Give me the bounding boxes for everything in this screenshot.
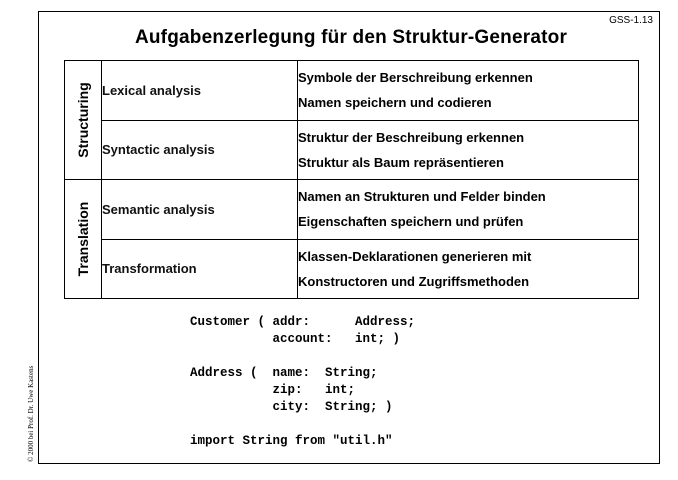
task-table — [64, 60, 639, 299]
phase-transformation: Transformation — [102, 239, 298, 299]
code-line: import String from "util.h" — [190, 434, 393, 448]
task-item: Symbole der Berschreibung erkennen — [298, 70, 533, 86]
code-line: account: int; ) — [190, 332, 401, 346]
page-title: Aufgabenzerlegung für den Struktur-Generator — [134, 27, 568, 48]
table-row — [65, 61, 639, 121]
group-structuring — [65, 61, 102, 180]
task-item: Struktur der Beschreibung erkennen — [298, 129, 525, 145]
code-line: zip: int; — [190, 383, 356, 397]
code-line: Address ( name: String; — [190, 366, 378, 380]
group-translation — [65, 180, 102, 299]
phase-semantic-analysis: Semantic analysis — [102, 180, 298, 240]
slide-id: GSS-1.13 — [609, 15, 653, 26]
task-item: Eigenschaften speichern und prüfen — [298, 214, 524, 230]
table-row — [65, 120, 639, 180]
table-row — [65, 239, 639, 299]
table-row — [65, 180, 639, 240]
phase-tasks — [298, 239, 639, 299]
phase-syntactic-analysis: Syntactic analysis — [102, 120, 298, 180]
task-item: Struktur als Baum repräsentieren — [298, 154, 504, 170]
task-item: Namen speichern und codieren — [298, 95, 492, 111]
phase-tasks — [298, 180, 639, 240]
task-item: Konstructoren und Zugriffsmethoden — [298, 273, 530, 289]
code-line: Customer ( addr: Address; — [190, 315, 416, 329]
copyright-notice: © 2000 bei Prof. Dr. Uwe Kastens — [27, 365, 35, 462]
phase-tasks — [298, 61, 639, 121]
task-item: Namen an Strukturen und Felder binden — [298, 189, 546, 205]
group-label: Translation — [75, 201, 91, 277]
code-line: city: String; ) — [190, 400, 393, 414]
code-example — [190, 314, 415, 450]
phase-lexical-analysis: Lexical analysis — [102, 61, 298, 121]
group-label: Structuring — [75, 82, 91, 158]
phase-tasks — [298, 120, 639, 180]
task-item: Klassen-Deklarationen generieren mit — [298, 248, 532, 264]
